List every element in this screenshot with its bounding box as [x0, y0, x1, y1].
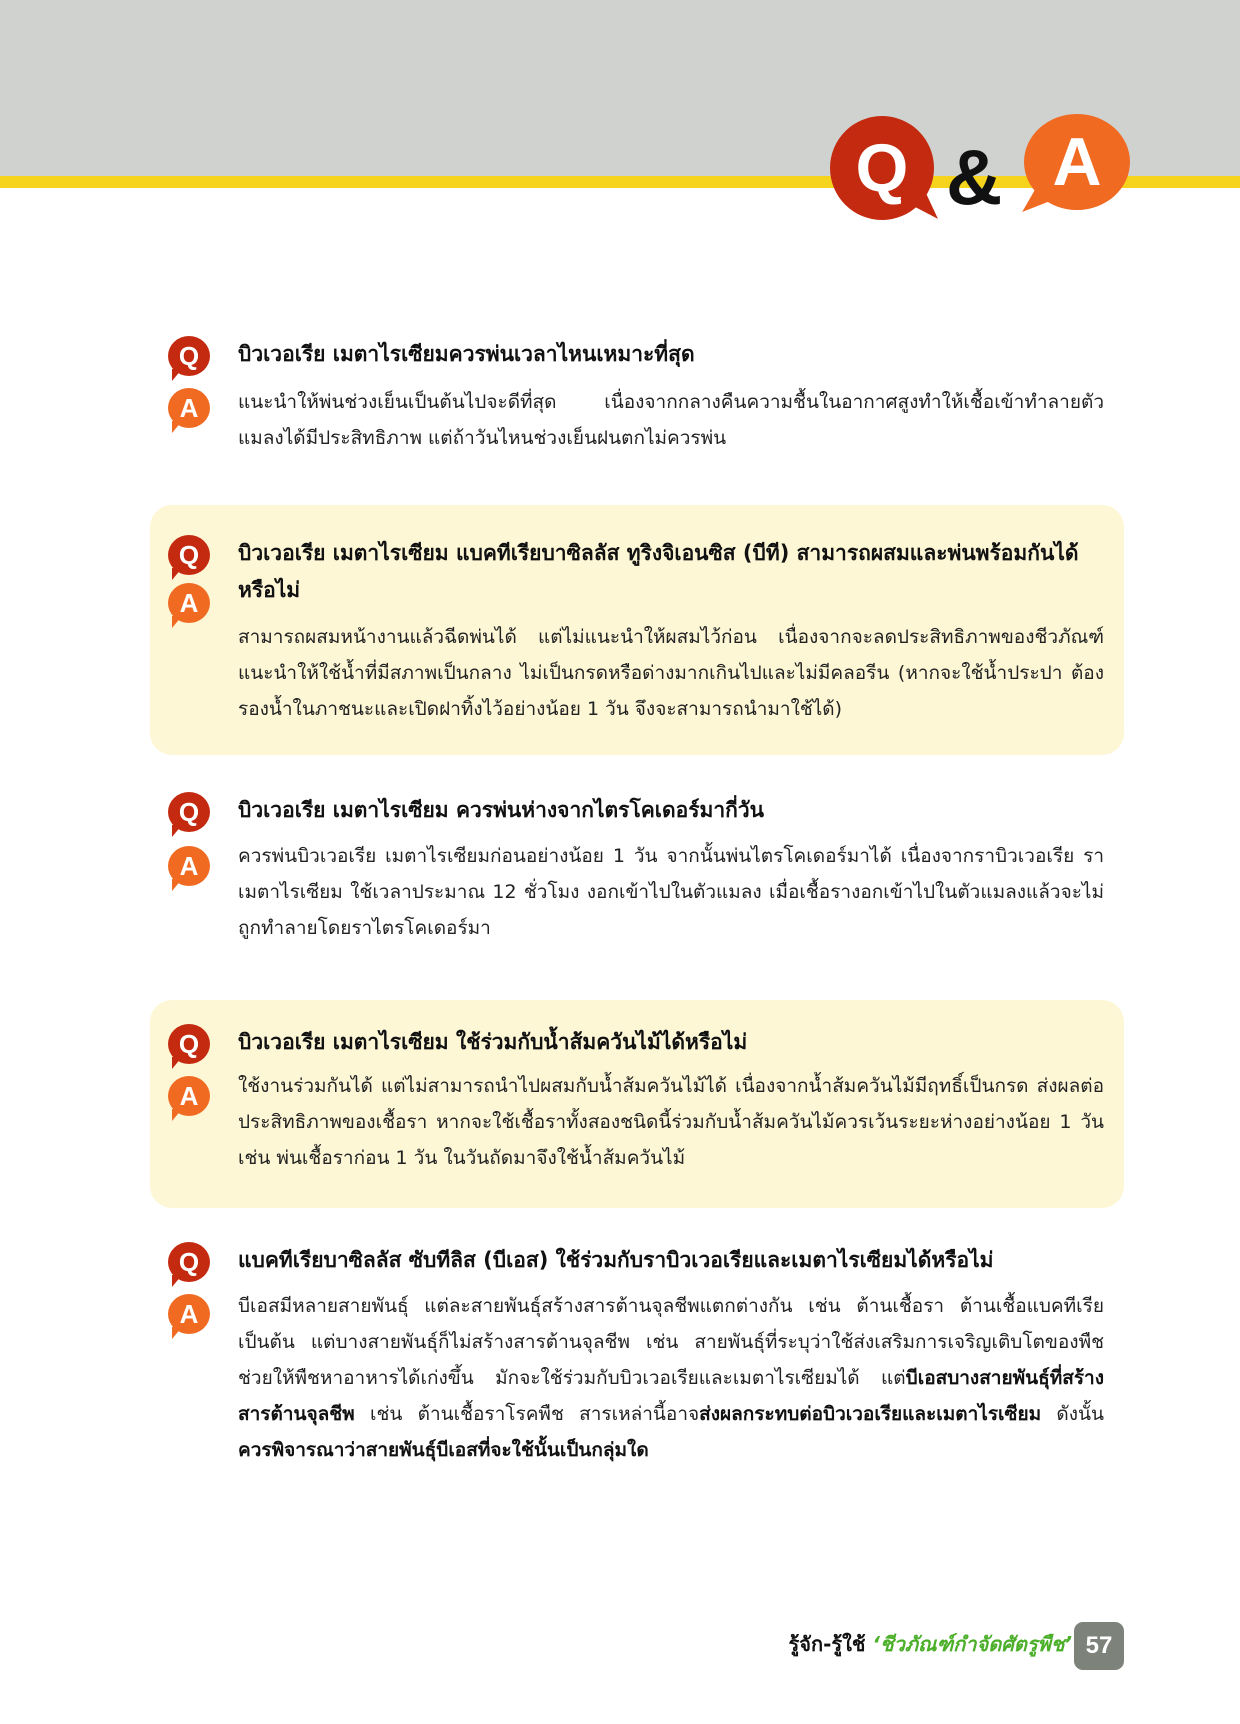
- question-text: บิวเวอเรีย เมตาไรเซียม ควรพ่นห่างจากไตรโคเดอร์มากี่วัน: [238, 798, 764, 822]
- logo-a-letter: A: [1052, 124, 1102, 200]
- answer-emphasis: ควรพิจารณาว่าสายพันธุ์บีเอสที่จะใช้นั้นเป็นกลุ่มใด: [238, 1439, 649, 1461]
- answer-text: ใช้งานร่วมกันได้ แต่ไม่สามารถนำไปผสมกับน้ำส้มควันไม้ได้ เนื่องจากน้ำส้มควันไม้มีฤทธิ์เป็นกรด ส่งผลต่อประสิทธิภาพของเชื้อรา หากจะใช้เชื้อราทั้งสองชนิดนี้ร่วมกับน้ำส้มควันไม้ควรเว้นระยะห่างอย่างน้อย 1 วัน เช่น พ่นเชื้อราก่อน 1 วัน ในวันถัดมาจึงใช้น้ำส้มควันไม้: [238, 1075, 1104, 1169]
- answer-part: เช่น ต้านเชื้อราโรคพืช สารเหล่านี้อาจ: [354, 1403, 700, 1425]
- footer-title-prefix: รู้จัก-รู้ใช้: [788, 1632, 873, 1656]
- answer-part: บีเอสมีหลายสายพันธุ์ แต่ละสายพันธุ์สร้างสารต้านจุลชีพแตกต่างกัน เช่น ต้านเชื้อรา ต้านเชื้อแบคทีเรีย เป็นต้น แต่บางสายพันธุ์ก็ไม่สร้างสารต้านจุลชีพ เช่น สายพันธุ์ที่ระบุว่าใช้ส่งเสริมการเจริญเติบโตของพืช ช่วยให้พืชหาอาหารได้เก่งขึ้น มักจะใช้ร่วมกับบิวเวอเรียและเมตาไรเซียมได้ แต่: [238, 1295, 1104, 1389]
- page-number: 57: [1074, 1622, 1124, 1670]
- answer-text: สามารถผสมหน้างานแล้วฉีดพ่นได้ แต่ไม่แนะนำให้ผสมไว้ก่อน เนื่องจากจะลดประสิทธิภาพของชีวภัณฑ์ แนะนำให้ใช้น้ำที่มีสภาพเป็นกลาง ไม่เป็นกรดหรือด่างมากเกินไปและไม่มีคลอรีน (หากจะใช้น้ำประปา ต้องรองน้ำในภาชนะและเปิดฝาทิ้งไว้อย่างน้อย 1 วัน จึงจะสามารถนำมาใช้ได้): [238, 626, 1104, 720]
- answer-marker-icon: A: [168, 846, 210, 886]
- footer-title: [700, 1624, 1072, 1664]
- a-bubble-icon: [1024, 114, 1130, 210]
- question-text: แบคทีเรียบาซิลลัส ซับทีลิส (บีเอส) ใช้ร่วมกับราบิวเวอเรียและเมตาไรเซียมได้หรือไม่: [238, 1248, 994, 1272]
- question-marker-icon: Q: [168, 336, 210, 376]
- logo-ampersand: &: [946, 133, 1003, 221]
- answer-part: ดังนั้น: [1041, 1403, 1104, 1425]
- question-marker-icon: Q: [168, 535, 210, 575]
- question-marker-icon: Q: [168, 792, 210, 832]
- answer-text: [238, 1288, 1104, 1468]
- qa-logo: [820, 104, 1140, 234]
- answer-marker-icon: A: [168, 1076, 210, 1116]
- q-bubble-icon: [830, 116, 934, 220]
- answer-text: ควรพ่นบิวเวอเรีย เมตาไรเซียมก่อนอย่างน้อย 1 วัน จากนั้นพ่นไตรโคเดอร์มาได้ เนื่องจากราบิวเวอเรีย ราเมตาไรเซียม ใช้เวลาประมาณ 12 ชั่วโมง งอกเข้าไปในตัวแมลง เมื่อเชื้อรางอกเข้าไปในตัวแมลงแล้วจะไม่ถูกทำลายโดยราไตรโคเดอร์มา: [238, 845, 1104, 939]
- answer-emphasis: บีเอสบางสายพันธุ์ที่สร้างสารต้านจุลชีพ: [238, 1367, 1104, 1425]
- answer-marker-icon: A: [168, 583, 210, 623]
- answer-text: แนะนำให้พ่นช่วงเย็นเป็นต้นไปจะดีที่สุด เนื่องจากกลางคืนความชื้นในอากาศสูงทำให้เชื้อเข้าทำลายตัวแมลงได้มีประสิทธิภาพ แต่ถ้าวันไหนช่วงเย็นฝนตกไม่ควรพ่น: [238, 391, 1104, 449]
- answer-marker-icon: A: [168, 388, 210, 428]
- question-text: บิวเวอเรีย เมตาไรเซียม ใช้ร่วมกับน้ำส้มควันไม้ได้หรือไม่: [238, 1030, 748, 1054]
- question-text: บิวเวอเรีย เมตาไรเซียมควรพ่นเวลาไหนเหมาะที่สุด: [238, 342, 695, 366]
- footer-title-highlight: ‘ชีวภัณฑ์กำจัดศัตรูพืช’: [872, 1632, 1072, 1656]
- answer-emphasis: ส่งผลกระทบต่อบิวเวอเรียและเมตาไรเซียม: [699, 1403, 1042, 1425]
- question-text: บิวเวอเรีย เมตาไรเซียม แบคทีเรียบาซิลลัส ทูริงจิเอนซิส (บีที) สามารถผสมและพ่นพร้อมกันได้หรือไม่: [238, 541, 1079, 602]
- question-marker-icon: Q: [168, 1242, 210, 1282]
- answer-marker-icon: A: [168, 1294, 210, 1334]
- logo-q-letter: Q: [855, 130, 909, 206]
- question-marker-icon: Q: [168, 1024, 210, 1064]
